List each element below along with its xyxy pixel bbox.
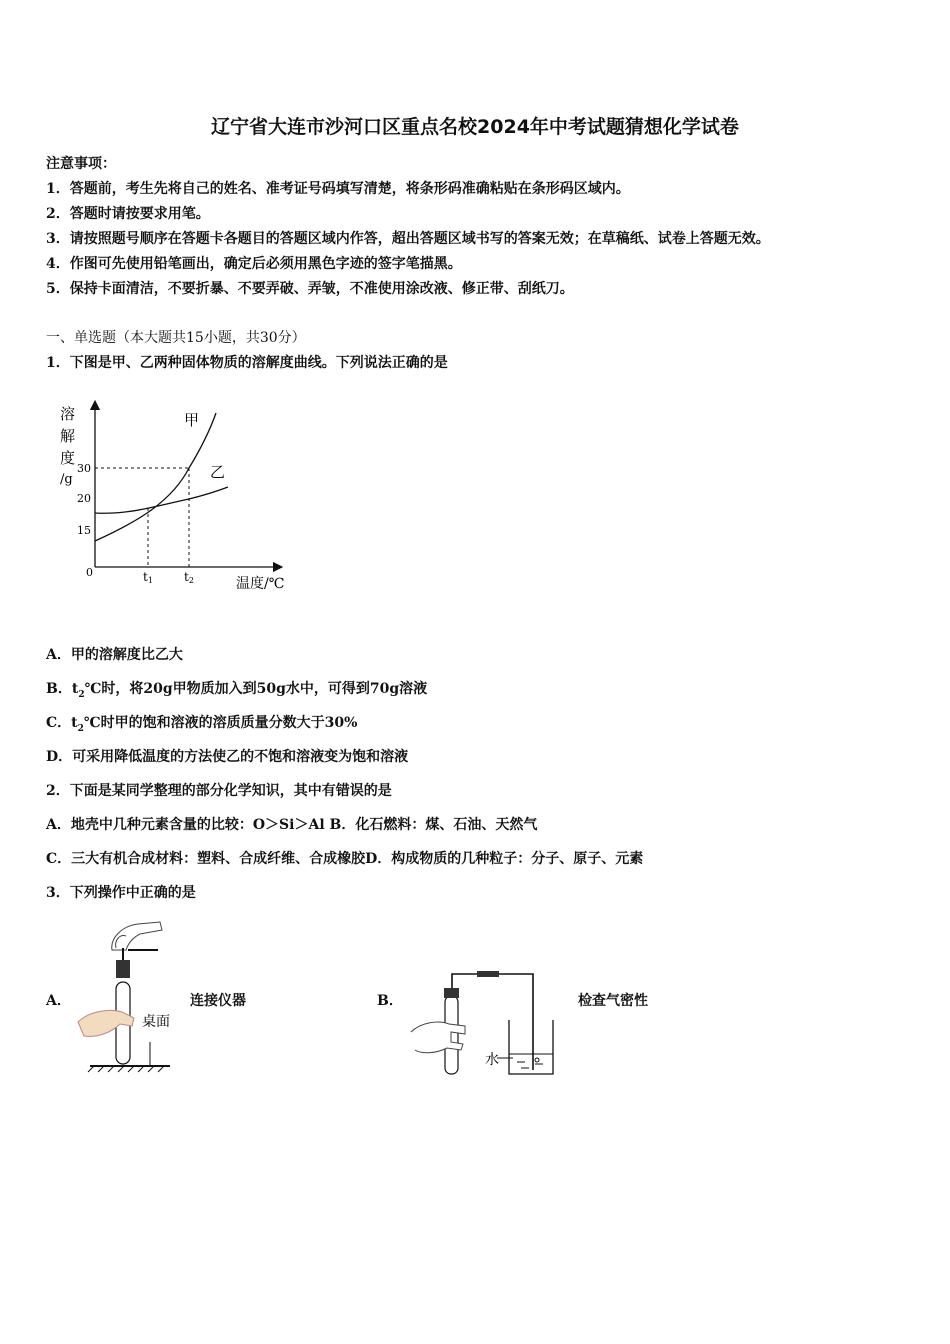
q1-option-c: C．$t_2℃$时甲的饱和溶液的溶质质量分数大于30% bbox=[46, 715, 358, 734]
t1-label: t1 bbox=[143, 570, 153, 585]
y-label-char: 溶 bbox=[60, 405, 76, 423]
q1-stem: 1．下图是甲、乙两种固体物质的溶解度曲线。下列说法正确的是 bbox=[46, 355, 448, 371]
rubber-stopper-icon bbox=[116, 960, 130, 978]
q3-option-a-label: A． bbox=[46, 993, 71, 1009]
notice-item: 4．作图可先使用铅笔画出，确定后必须用黑色字迹的签字笔描黑。 bbox=[46, 256, 462, 272]
connect-apparatus-figure bbox=[70, 920, 185, 1080]
q2-stem: 2．下面是某同学整理的部分化学知识，其中有错误的是 bbox=[46, 783, 392, 799]
desk-label: 桌面 bbox=[142, 1014, 170, 1030]
airtightness-check-figure bbox=[405, 970, 560, 1080]
q3-option-a-caption: 连接仪器 bbox=[190, 993, 246, 1009]
q1-option-d: D．可采用降低温度的方法使乙的不饱和溶液变为饱和溶液 bbox=[46, 749, 409, 765]
stopper-icon bbox=[444, 988, 459, 998]
tick-20: 20 bbox=[77, 492, 91, 505]
origin-label: 0 bbox=[86, 566, 93, 579]
notice-item: 2．答题时请按要求用笔。 bbox=[46, 206, 210, 222]
section-heading: 一、单选题（本大题共15小题，共30分） bbox=[46, 330, 306, 346]
y-unit: /g bbox=[60, 472, 73, 487]
water-label: 水 bbox=[485, 1052, 499, 1068]
q1-option-a: A．甲的溶解度比乙大 bbox=[46, 647, 183, 663]
curve-yi-label: 乙 bbox=[210, 463, 226, 481]
y-label-char: 度 bbox=[60, 449, 76, 467]
tick-15: 15 bbox=[77, 524, 91, 537]
q3-option-b-label: B． bbox=[377, 993, 403, 1009]
upper-hand-icon bbox=[112, 922, 162, 950]
q1-option-b: B．$t_2℃$时，将20g甲物质加入到50g水中，可得到70g溶液 bbox=[46, 681, 428, 700]
t2-label: t2 bbox=[184, 570, 194, 585]
q2-options-line1: A．地壳中几种元素含量的比较：O＞Si＞Al B．化石燃料：煤、石油、天然气 bbox=[46, 817, 538, 833]
curve-yi bbox=[95, 487, 228, 513]
y-label-char: 解 bbox=[60, 427, 76, 445]
page-title: 辽宁省大连市沙河口区重点名校2024年中考试题猜想化学试卷 bbox=[211, 116, 739, 138]
x-axis-label: 温度/℃ bbox=[236, 576, 285, 592]
q3-stem: 3．下列操作中正确的是 bbox=[46, 885, 196, 901]
beaker-icon bbox=[509, 1020, 553, 1074]
rubber-joint-icon bbox=[477, 971, 499, 977]
curve-jia bbox=[95, 413, 216, 541]
curve-jia-label: 甲 bbox=[184, 411, 200, 429]
bubble-icon bbox=[535, 1058, 539, 1062]
notice-item: 3．请按照题号顺序在答题卡各题目的答题区域内作答，超出答题区域书写的答案无效；在草稿纸、试卷上答题无效。 bbox=[46, 231, 770, 247]
tick-30: 30 bbox=[77, 462, 91, 475]
notice-item: 1．答题前，考生先将自己的姓名、准考证号码填写清楚，将条形码准确粘贴在条形码区域内。 bbox=[46, 181, 630, 197]
notice-item: 5．保持卡面清洁，不要折暴、不要弄破、弄皱，不准使用涂改液、修正带、刮纸刀。 bbox=[46, 281, 574, 297]
q2-options-line2: C．三大有机合成材料：塑料、合成纤维、合成橡胶D．构成物质的几种粒子：分子、原子、元素 bbox=[46, 851, 644, 867]
solubility-curve-figure bbox=[50, 395, 310, 600]
notice-heading: 注意事项： bbox=[46, 156, 116, 172]
q3-option-b-caption: 检查气密性 bbox=[578, 993, 648, 1009]
